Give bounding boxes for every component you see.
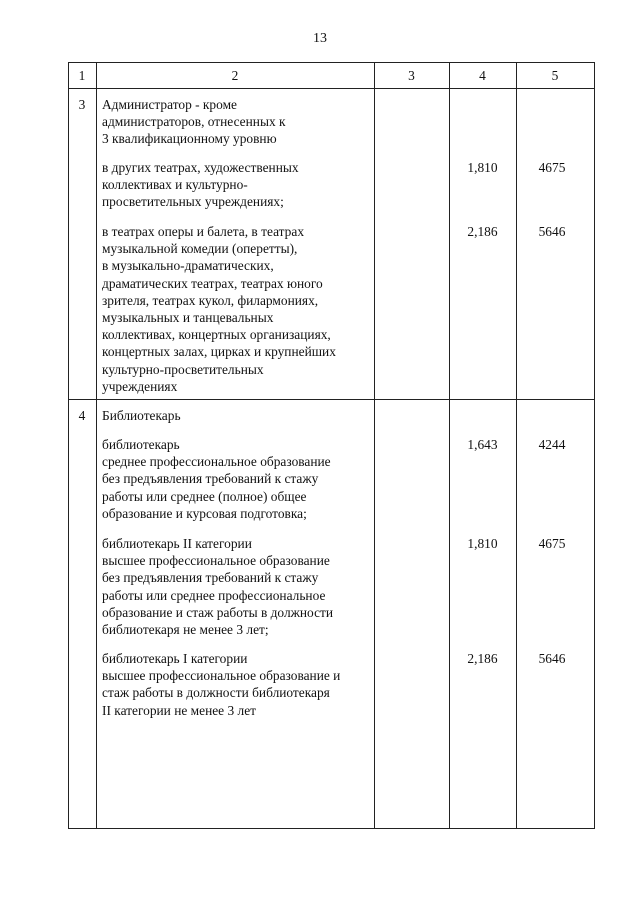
table-divider bbox=[374, 62, 375, 829]
coefficient-value: 2,186 bbox=[467, 651, 498, 666]
text-line: работы или среднее (полное) общее bbox=[102, 488, 307, 504]
table-divider bbox=[68, 399, 595, 400]
text-line: в музыкально-драматических, bbox=[102, 258, 274, 274]
text-line: Администратор - кроме bbox=[102, 97, 237, 112]
text-line: зрителя, театрах кукол, филармониях, bbox=[102, 292, 319, 308]
position-entry bbox=[102, 223, 374, 395]
row-number: 3 bbox=[78, 97, 86, 112]
text-line: среднее профессиональное образование bbox=[102, 454, 331, 470]
text-line: администраторов, отнесенных к bbox=[102, 114, 286, 130]
text-line: музыкальной комедии (оперетты), bbox=[102, 241, 298, 257]
text-line: библиотекарь I категории bbox=[102, 651, 248, 666]
text-line: 3 квалификационному уровню bbox=[102, 131, 277, 147]
text-line: коллективах и культурно- bbox=[102, 177, 248, 193]
coefficient-value: 2,186 bbox=[467, 224, 498, 239]
text-line: высшее профессиональное образование и bbox=[102, 668, 341, 684]
text-line: учреждениях bbox=[102, 378, 178, 394]
text-line: II категории не менее 3 лет bbox=[102, 702, 256, 718]
text-line: культурно-просветительных bbox=[102, 361, 264, 377]
coefficient-value: 1,643 bbox=[467, 437, 498, 452]
table-border-right bbox=[594, 62, 595, 829]
position-entry bbox=[102, 159, 374, 211]
salary-value: 4675 bbox=[538, 536, 566, 551]
text-line: библиотекарь bbox=[102, 437, 180, 452]
text-line: в театрах оперы и балета, в театрах bbox=[102, 224, 305, 239]
text-line: образование и стаж работы в должности bbox=[102, 604, 334, 620]
column-header: 3 bbox=[408, 68, 415, 83]
salary-value: 4675 bbox=[538, 160, 566, 175]
text-line: работы или среднее профессиональное bbox=[102, 587, 326, 603]
text-line: драматических театрах, театрах юного bbox=[102, 275, 323, 291]
column-header: 4 bbox=[479, 68, 486, 83]
text-line: коллективах, концертных организациях, bbox=[102, 327, 331, 343]
salary-value: 4244 bbox=[538, 437, 566, 452]
position-title bbox=[102, 96, 374, 148]
table-border-bottom bbox=[68, 828, 595, 829]
column-header: 1 bbox=[78, 68, 86, 83]
text-line: просветительных учреждениях; bbox=[102, 194, 284, 210]
text-line: библиотекарь II категории bbox=[102, 536, 252, 551]
text-line: стаж работы в должности библиотекаря bbox=[102, 685, 330, 701]
text-line: в других театрах, художественных bbox=[102, 160, 299, 175]
page-number: 13 bbox=[313, 31, 327, 46]
table-border-left bbox=[68, 62, 69, 829]
row-number: 4 bbox=[78, 408, 86, 423]
table-divider bbox=[96, 62, 97, 829]
position-entry bbox=[102, 436, 374, 522]
coefficient-value: 1,810 bbox=[467, 536, 498, 551]
position-entry bbox=[102, 535, 374, 638]
text-line: концертных залах, цирках и крупнейших bbox=[102, 344, 336, 360]
position-entry bbox=[102, 650, 374, 719]
coefficient-value: 1,810 bbox=[467, 160, 498, 175]
column-header: 5 bbox=[551, 68, 559, 83]
text-line: без предъявления требований к стажу bbox=[102, 471, 319, 487]
text-line: без предъявления требований к стажу bbox=[102, 570, 319, 586]
table-border-top bbox=[68, 62, 595, 63]
text-line: библиотекаря не менее 3 лет; bbox=[102, 622, 269, 638]
position-title bbox=[102, 407, 374, 424]
text-line: Библиотекарь bbox=[102, 408, 181, 423]
salary-value: 5646 bbox=[538, 224, 566, 239]
table-divider bbox=[68, 88, 595, 89]
text-line: образование и курсовая подготовка; bbox=[102, 505, 307, 521]
text-line: высшее профессиональное образование bbox=[102, 553, 330, 569]
salary-value: 5646 bbox=[538, 651, 566, 666]
text-line: музыкальных и танцевальных bbox=[102, 310, 274, 326]
column-header: 2 bbox=[231, 68, 239, 83]
